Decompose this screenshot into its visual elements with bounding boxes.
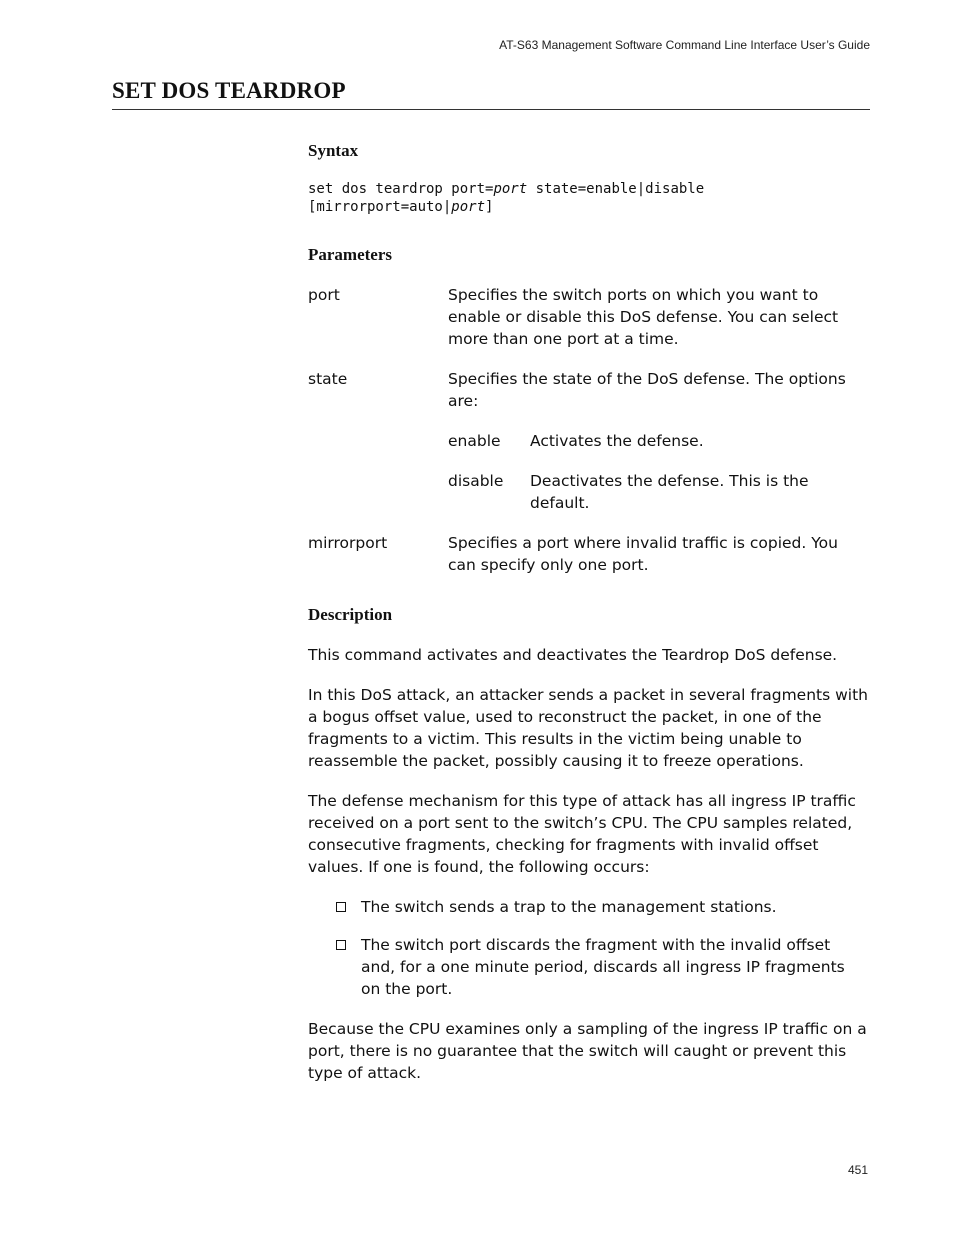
page-number: 451 xyxy=(847,1163,868,1177)
description-paragraph: Because the CPU examines only a sampling of the ingress IP traffic on a port, there is no guarantee that the switch will caught or prevent this type of attack. xyxy=(308,1020,867,1082)
syntax-heading: Syntax xyxy=(308,141,359,160)
param-desc: Specifies a port where invalid traffic is copied. You can specify only one port. xyxy=(448,534,838,574)
param-desc: Specifies the state of the DoS defense. The options are: xyxy=(448,370,846,410)
description-heading: Description xyxy=(308,605,393,624)
param-name: port xyxy=(308,286,340,304)
option-desc: Activates the defense. xyxy=(530,432,704,450)
list-item xyxy=(336,934,868,1000)
parameters-heading: Parameters xyxy=(308,245,393,264)
option-name: enable xyxy=(448,432,501,450)
syntax-block xyxy=(308,180,868,216)
content-column xyxy=(308,140,868,1102)
description-paragraph: In this DoS attack, an attacker sends a packet in several fragments with a bogus offset value, used to reconstruct the packet, in one of the fragments to a victim. This results in the victim being unable to reassemble the packet, possibly causing it to freeze operations. xyxy=(308,686,868,770)
syntax-line1-start: set dos teardrop port= xyxy=(308,181,494,197)
syntax-line1-end: state=enable|disable xyxy=(527,181,705,197)
option-name: disable xyxy=(448,472,504,490)
syntax-line2-end: ] xyxy=(485,199,494,215)
option-desc: Deactivates the defense. This is the default. xyxy=(530,472,809,512)
list-item-text: The switch sends a trap to the management stations. xyxy=(361,898,777,916)
checkbox-bullet-icon xyxy=(336,902,346,912)
description-paragraph: The defense mechanism for this type of attack has all ingress IP traffic received on a port sent to the switch’s CPU. The CPU samples related, consecutive fragments, checking for fragments with invalid offset values. If one is found, the following occurs: xyxy=(308,792,856,876)
param-row-state xyxy=(308,368,868,514)
checkbox-bullet-icon xyxy=(336,940,346,950)
list-item xyxy=(336,896,868,918)
bullet-list xyxy=(308,896,868,1000)
list-item-text: The switch port discards the fragment with the invalid offset and, for a one minute period, discards all ingress IP fragments on the port. xyxy=(361,936,845,998)
option-row-disable xyxy=(448,470,868,514)
syntax-line1-variable: port xyxy=(493,181,528,197)
param-row-port xyxy=(308,284,868,350)
syntax-line2-variable: port xyxy=(451,199,486,215)
param-name: mirrorport xyxy=(308,534,388,552)
param-desc: Specifies the switch ports on which you want to enable or disable this DoS defense. You can select more than one port at a time. xyxy=(448,286,839,348)
param-row-mirrorport xyxy=(308,532,868,576)
option-row-enable xyxy=(448,430,868,452)
param-name: state xyxy=(308,370,348,388)
running-header: AT-S63 Management Software Command Line Interface User’s Guide xyxy=(499,38,870,52)
title-rule xyxy=(112,109,870,110)
page-title: SET DOS TEARDROP xyxy=(112,78,346,103)
param-desc-block xyxy=(448,368,868,514)
description-paragraph: This command activates and deactivates the Teardrop DoS defense. xyxy=(308,646,838,664)
syntax-line2-start: [mirrorport=auto| xyxy=(308,199,452,215)
